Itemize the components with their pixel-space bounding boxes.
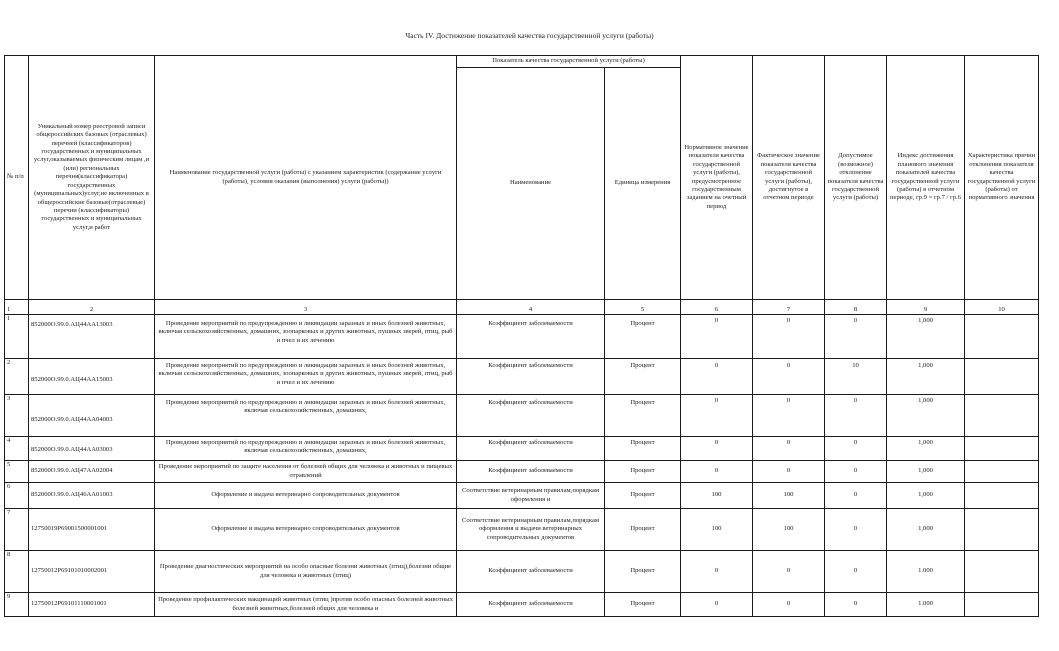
page-title: Часть IV. Достижение показателей качества государственной услуги (работы) xyxy=(405,31,654,40)
registry-code: 12750012Р69101010002001 xyxy=(29,551,155,593)
normative-value: 100 xyxy=(681,483,753,509)
allowed-deviation: 10 xyxy=(825,359,887,395)
service-name: Проведение мероприятий по защите населения от болезней общих для человека и животных и пищевых отравлений xyxy=(155,461,457,483)
unit: Процент xyxy=(605,483,681,509)
service-name: Проведение мероприятий по предупреждению и ликвидации заразных и иных болезней животных, включая сельскохозяйственных, домашних, зоопарковых и других животных, пушных зверей, птиц, рыб и пчел и их лечению xyxy=(155,315,457,359)
column-number: 2 xyxy=(29,300,155,315)
normative-value: 100 xyxy=(681,509,753,551)
service-name: Проведение мероприятий по предупреждению и ликвидации заразных и иных болезней животных, включая сельскохозяйственных, домашних, xyxy=(155,437,457,461)
column-number: 10 xyxy=(965,300,1039,315)
achievement-index: 1,000 xyxy=(887,315,965,359)
row-number: 5 xyxy=(5,461,29,483)
indicator-name: Соответствие ветеринарным правилам,порядкам оформления и xyxy=(457,483,605,509)
registry-code: 852000О.99.0.АЦ46АА01003 xyxy=(29,483,155,509)
actual-value: 100 xyxy=(753,483,825,509)
deviation-reason xyxy=(965,437,1039,461)
normative-value: 0 xyxy=(681,593,753,617)
indicator-name: Коэффициент заболеваемости xyxy=(457,551,605,593)
column-number-row xyxy=(5,300,1039,315)
unit: Процент xyxy=(605,395,681,437)
actual-value: 0 xyxy=(753,461,825,483)
registry-code: 852000О.99.0.АЦ44АА15003 xyxy=(29,359,155,395)
indicator-name: Коэффициент заболеваемости xyxy=(457,593,605,617)
actual-value: 0 xyxy=(753,437,825,461)
indicator-name: Коэффициент заболеваемости xyxy=(457,359,605,395)
table-row xyxy=(5,483,1039,509)
normative-value: 0 xyxy=(681,359,753,395)
normative-value: 0 xyxy=(681,461,753,483)
indicator-name: Коэффициент заболеваемости xyxy=(457,437,605,461)
service-name: Оформление и выдача ветеринарно сопроводительных документов xyxy=(155,509,457,551)
allowed-deviation: 0 xyxy=(825,593,887,617)
actual-value: 0 xyxy=(753,315,825,359)
registry-code: 852000О.99.0.АЦ44АА03003 xyxy=(29,437,155,461)
actual-value: 0 xyxy=(753,593,825,617)
table-row xyxy=(5,395,1039,437)
registry-code: 12750019Р69001500001001 xyxy=(29,509,155,551)
header-allowed-deviation: Допустимое (возможное) отклонение показателя качества государственной услуги (работы) xyxy=(825,56,887,300)
column-number: 8 xyxy=(825,300,887,315)
service-name: Проведение мероприятий по предупреждению и ликвидации заразных и иных болезней животных, включая сельскохозяйственных, домашних, xyxy=(155,395,457,437)
row-number: 1 xyxy=(5,315,29,359)
deviation-reason xyxy=(965,483,1039,509)
allowed-deviation: 0 xyxy=(825,395,887,437)
registry-code: 12750012Р69101110001001 xyxy=(29,593,155,617)
actual-value: 0 xyxy=(753,359,825,395)
normative-value: 0 xyxy=(681,395,753,437)
table-row xyxy=(5,593,1039,617)
achievement-index: 1,000 xyxy=(887,461,965,483)
header-service-name: Наименование государственной услуги (работы) с указанием характеристик (содержание услуги (работы), условия оказания (выполнения) услуги (работы)) xyxy=(155,56,457,300)
column-number: 7 xyxy=(753,300,825,315)
achievement-index: 1,000 xyxy=(887,437,965,461)
allowed-deviation: 0 xyxy=(825,483,887,509)
header-indicator-name: Наименование xyxy=(457,68,605,300)
unit: Процент xyxy=(605,315,681,359)
deviation-reason xyxy=(965,395,1039,437)
deviation-reason xyxy=(965,315,1039,359)
achievement-index: 1,000 xyxy=(887,509,965,551)
header-normative-value: Нормативное значение показателя качества государственной услуги (работы), предусмотренное государственным заданием на очетный период xyxy=(681,56,753,300)
achievement-index: 1.000 xyxy=(887,593,965,617)
table-row xyxy=(5,551,1039,593)
registry-code: 852000О.99.0.АЦ47АА02004 xyxy=(29,461,155,483)
row-number: 7 xyxy=(5,509,29,551)
deviation-reason xyxy=(965,509,1039,551)
achievement-index: 1,000 xyxy=(887,395,965,437)
indicator-name: Коэффициент заболеваемости xyxy=(457,315,605,359)
achievement-index: 1.000 xyxy=(887,551,965,593)
column-number: 9 xyxy=(887,300,965,315)
row-number: 3 xyxy=(5,395,29,437)
column-number: 6 xyxy=(681,300,753,315)
unit: Процент xyxy=(605,359,681,395)
unit: Процент xyxy=(605,437,681,461)
deviation-reason xyxy=(965,593,1039,617)
header-number: № п/п xyxy=(5,56,29,300)
deviation-reason xyxy=(965,359,1039,395)
allowed-deviation: 0 xyxy=(825,437,887,461)
indicator-name: Соответствие ветеринарным правилам,порядкам оформления и выдачи ветеринарных сопроводительных документов xyxy=(457,509,605,551)
normative-value: 0 xyxy=(681,551,753,593)
actual-value: 0 xyxy=(753,551,825,593)
column-number: 4 xyxy=(457,300,605,315)
allowed-deviation: 0 xyxy=(825,551,887,593)
header-unit: Единица измерения xyxy=(605,68,681,300)
normative-value: 0 xyxy=(681,315,753,359)
column-number: 5 xyxy=(605,300,681,315)
deviation-reason xyxy=(965,551,1039,593)
allowed-deviation: 0 xyxy=(825,461,887,483)
table-row xyxy=(5,461,1039,483)
service-name: Проведение диагностических мероприятий на особо опасные болезни животных (птиц),болезни общие для человека и животных (птиц) xyxy=(155,551,457,593)
registry-code: 852000О.99.0.АЦ44АА13003 xyxy=(29,315,155,359)
allowed-deviation: 0 xyxy=(825,315,887,359)
table-row xyxy=(5,315,1039,359)
deviation-reason xyxy=(965,461,1039,483)
unit: Процент xyxy=(605,593,681,617)
table-row xyxy=(5,359,1039,395)
table-row xyxy=(5,437,1039,461)
column-number: 1 xyxy=(5,300,29,315)
registry-code: 852000О.99.0.АЦ44АА04003 xyxy=(29,395,155,437)
indicator-name: Коэффициент заболеваемости xyxy=(457,395,605,437)
unit: Процент xyxy=(605,461,681,483)
service-name: Проведение мероприятий по предупреждению и ликвидации заразных и иных болезней животных, включая сельскохозяйственных, домашних, зоопарковых и других животных, пушных зверей, птиц, рыб и пчел и их лечению xyxy=(155,359,457,395)
header-deviation-reason: Характеристика причин отклонения показателя качества государственной услуги (работы) от нормативного значения xyxy=(965,56,1039,300)
header-registry-number: Уникальный номер реестровой записи общероссийских базовых (отраслевых) перечней (классификаторов) государственных и муниципальных услуг,оказываемых физическим лицам ,и (или) региональных перечня(классификатора) государственных (муниципальных)услуг,не включенных в общероссийские базовые(отраслевые) перечни (классификаторы) государственных и муниципальных услуг,и работ xyxy=(29,56,155,300)
allowed-deviation: 0 xyxy=(825,509,887,551)
table-row xyxy=(5,509,1039,551)
actual-value: 100 xyxy=(753,509,825,551)
service-name: Оформление и выдача ветеринарно сопроводительных документов xyxy=(155,483,457,509)
quality-indicators-table xyxy=(4,55,1039,617)
row-number: 9 xyxy=(5,593,29,617)
header-quality-indicator-group: Показатель качества государственной услуги (работы) xyxy=(457,56,681,68)
row-number: 6 xyxy=(5,483,29,509)
normative-value: 0 xyxy=(681,437,753,461)
header-achievement-index: Индекс достижения планового значения показателей качества государственной услуги (работы) в отчетном периоде, гр.9 = гр.7 / гр.6 xyxy=(887,56,965,300)
achievement-index: 1,000 xyxy=(887,359,965,395)
row-number: 2 xyxy=(5,359,29,395)
row-number: 4 xyxy=(5,437,29,461)
column-number: 3 xyxy=(155,300,457,315)
unit: Процент xyxy=(605,509,681,551)
row-number: 8 xyxy=(5,551,29,593)
indicator-name: Коэффициент заболеваемости xyxy=(457,461,605,483)
actual-value: 0 xyxy=(753,395,825,437)
unit: Процент xyxy=(605,551,681,593)
service-name: Проведение профилактических вакцинаций животных (птиц )против особо опасных болезней животных болезней животных,болезней общих для человека и xyxy=(155,593,457,617)
header-actual-value: Фактическое значение показателя качества государственной услуги (работы), достигнутое в отчетном периоде xyxy=(753,56,825,300)
achievement-index: 1,000 xyxy=(887,483,965,509)
